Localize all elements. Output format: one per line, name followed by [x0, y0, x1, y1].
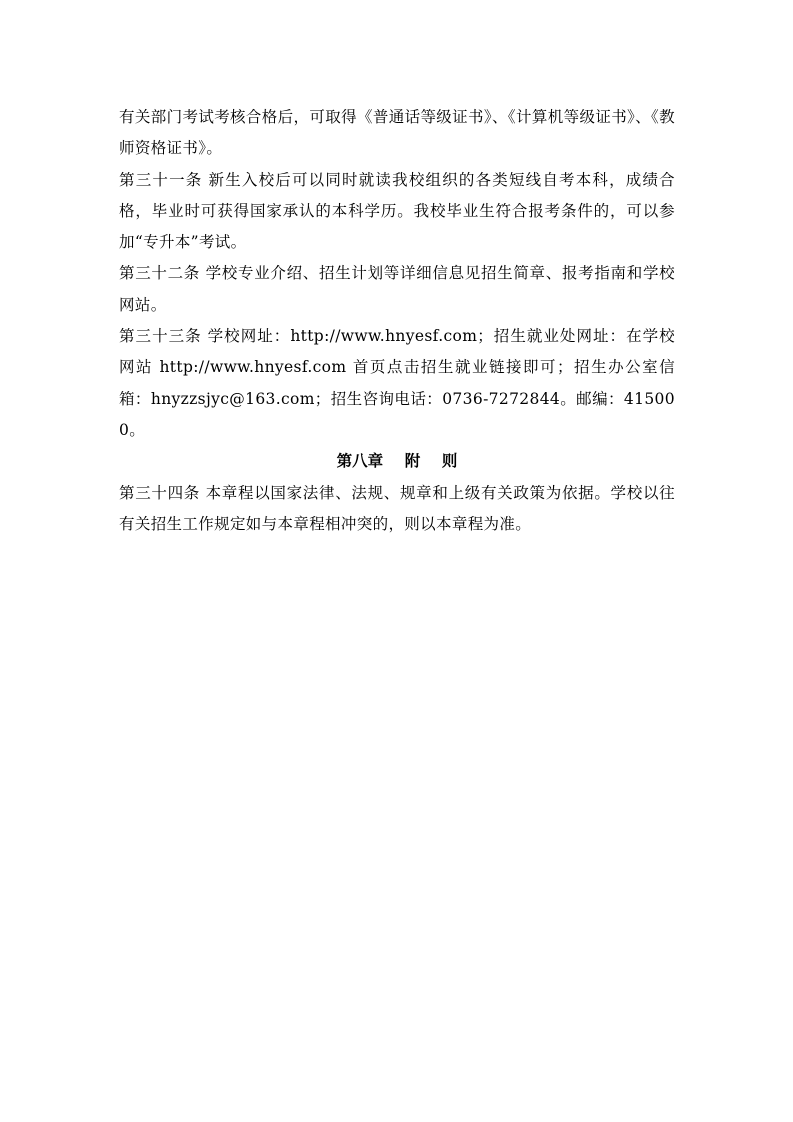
document-body: [119, 102, 675, 540]
paragraph-article-31: 第三十一条 新生入校后可以同时就读我校组织的各类短线自考本科，成绩合格，毕业时可获得国家承认的本科学历。我校毕业生符合报考条件的，可以参加“专升本”考试。: [119, 170, 675, 252]
paragraph-article-32: 第三十二条 学校专业介绍、招生计划等详细信息见招生简章、报考指南和学校网站。: [119, 264, 675, 314]
paragraph-article-33: 第三十三条 学校网址：http://www.hnyesf.com；招生就业处网址：在学校网站 http://www.hnyesf.com 首页点击招生就业链接即可；招生办公室信箱：hnyzzsjyc@163.com；招生咨询电话：0736-7272844。邮编：415000。: [119, 327, 675, 439]
chapter-heading: 第八章 附 则: [336, 452, 458, 471]
paragraph-certificates: 有关部门考试考核合格后，可取得《普通话等级证书》、《计算机等级证书》、《教师资格证书》。: [119, 108, 675, 158]
paragraph-article-34: 第三十四条 本章程以国家法律、法规、规章和上级有关政策为依据。学校以往有关招生工作规定如与本章程相冲突的，则以本章程为准。: [119, 483, 675, 533]
